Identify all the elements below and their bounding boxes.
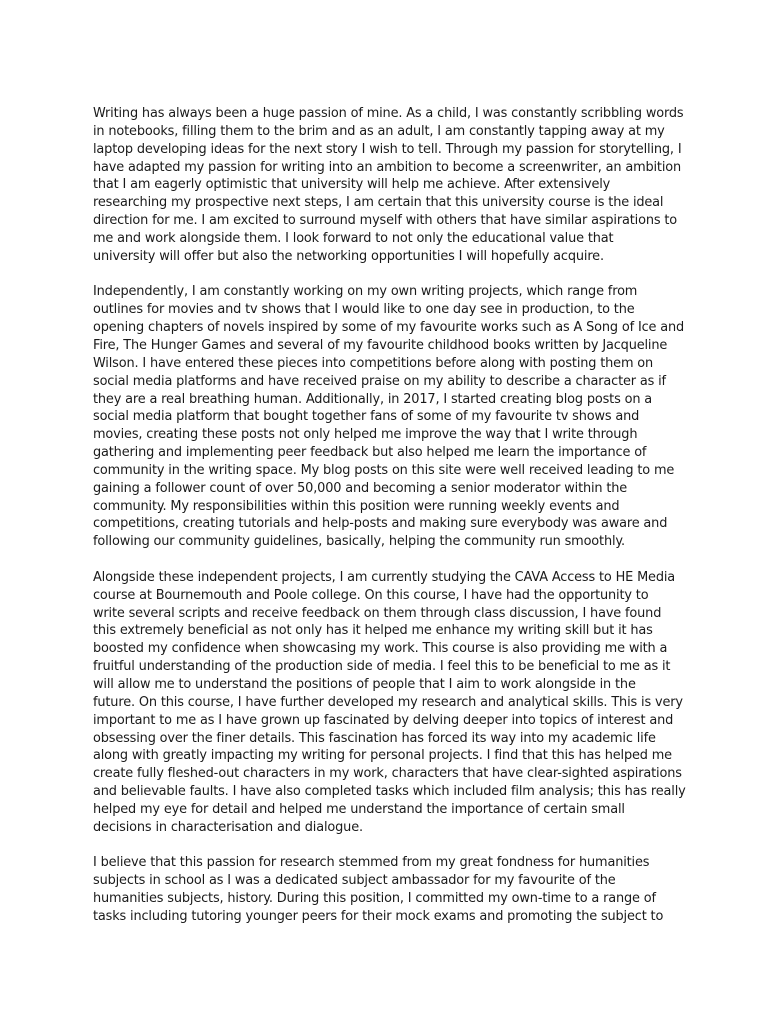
- text-line: social media platforms and have received praise on my ability to describe a character as if: [93, 373, 666, 389]
- text-line: in notebooks, filling them to the brim and as an adult, I am constantly tapping away at my: [93, 123, 665, 139]
- text-line: Writing has always been a huge passion of mine. As a child, I was constantly scribbling words: [93, 106, 684, 121]
- text-line: write several scripts and receive feedback on them through class discussion, I have found: [93, 605, 662, 621]
- text-line: helped my eye for detail and helped me understand the importance of certain small: [93, 801, 625, 817]
- text-line: opening chapters of novels inspired by some of my favourite works such as A Song of Ice and: [93, 320, 685, 336]
- paragraph-2: [93, 283, 685, 551]
- text-line: me and work alongside them. I look forward to not only the educational value that: [93, 230, 614, 246]
- text-line: obsessing over the finer details. This fascination has forced its way into my academic life: [93, 730, 656, 746]
- text-line: this extremely beneficial as not only has it helped me enhance my writing skill but it has: [93, 623, 653, 639]
- text-line: along with greatly impacting my writing for personal projects. I find that this has helped me: [93, 748, 672, 764]
- text-line: competitions, creating tutorials and help-posts and making sure everybody was aware and: [93, 516, 668, 532]
- text-line: humanities subjects, history. During this position, I committed my own-time to a range of: [93, 891, 656, 907]
- text-line: boosted my confidence when showcasing my work. This course is also providing me with a: [93, 641, 668, 657]
- paragraph-3: [93, 569, 686, 837]
- text-line: and believable faults. I have also completed tasks which included film analysis; this has really: [93, 784, 686, 800]
- text-line: community. My responsibilities within this position were running weekly events and: [93, 498, 620, 514]
- text-line: Wilson. I have entered these pieces into competitions before along with posting them on: [93, 355, 654, 371]
- text-line: community in the writing space. My blog posts on this site were well received leading to me: [93, 462, 675, 478]
- text-line: movies, creating these posts not only helped me improve the way that I write through: [93, 427, 638, 443]
- text-line: following our community guidelines, basically, helping the community run smoothly.: [93, 534, 625, 550]
- text-line: researching my prospective next steps, I am certain that this university course is the ideal: [93, 195, 664, 211]
- text-line: they are a real breathing human. Additionally, in 2017, I started creating blog posts on a: [93, 391, 653, 407]
- text-line: will allow me to understand the positions of people that I aim to work alongside in the: [93, 677, 636, 692]
- text-line: future. On this course, I have further developed my research and analytical skills. This is very: [93, 694, 683, 710]
- text-line: Independently, I am constantly working on my own writing projects, which range from: [93, 284, 638, 300]
- text-line: university will offer but also the networking opportunities I will hopefully acquire.: [93, 248, 604, 264]
- document-body: [93, 105, 686, 926]
- text-line: create fully fleshed-out characters in my work, characters that have clear-sighted aspirations: [93, 766, 682, 782]
- paragraph-4: [93, 854, 680, 925]
- text-line: Fire, The Hunger Games and several of my favourite childhood books written by Jacqueline: [93, 337, 668, 353]
- text-line: tasks including tutoring younger peers for their mock exams and promoting the subject to: [93, 908, 664, 924]
- text-line: have adapted my passion for writing into an ambition to become a screenwriter, an ambition: [93, 159, 682, 175]
- text-line: gaining a follower count of over 50,000 and becoming a senior moderator within the: [93, 480, 628, 496]
- text-line: course at Bournemouth and Poole college. On this course, I have had the opportunity to: [93, 587, 649, 603]
- text-line: important to me as I have grown up fascinated by delving deeper into topics of interest and: [93, 712, 674, 728]
- text-line: subjects in school as I was a dedicated subject ambassador for my favourite of the: [93, 873, 616, 889]
- text-line: social media platform that bought together fans of some of my favourite tv shows and: [93, 409, 640, 425]
- text-line: decisions in characterisation and dialogue.: [93, 819, 363, 835]
- text-line: that I am eagerly optimistic that university will help me achieve. After extensively: [93, 177, 611, 193]
- text-line: gathering and implementing peer feedback but also helped me learn the importance of: [93, 445, 647, 461]
- paragraph-1: [93, 105, 684, 266]
- text-line: Alongside these independent projects, I am currently studying the CAVA Access to HE Media: [93, 569, 676, 585]
- text-line: laptop developing ideas for the next story I wish to tell. Through my passion for storytelling, I: [93, 141, 682, 157]
- text-line: direction for me. I am excited to surround myself with others that have similar aspirations to: [93, 213, 677, 229]
- text-line: I believe that this passion for research stemmed from my great fondness for humanities: [93, 855, 650, 871]
- text-line: outlines for movies and tv shows that I would like to one day see in production, to the: [93, 302, 635, 318]
- text-line: fruitful understanding of the production side of media. I feel this to be beneficial to me as it: [93, 659, 671, 675]
